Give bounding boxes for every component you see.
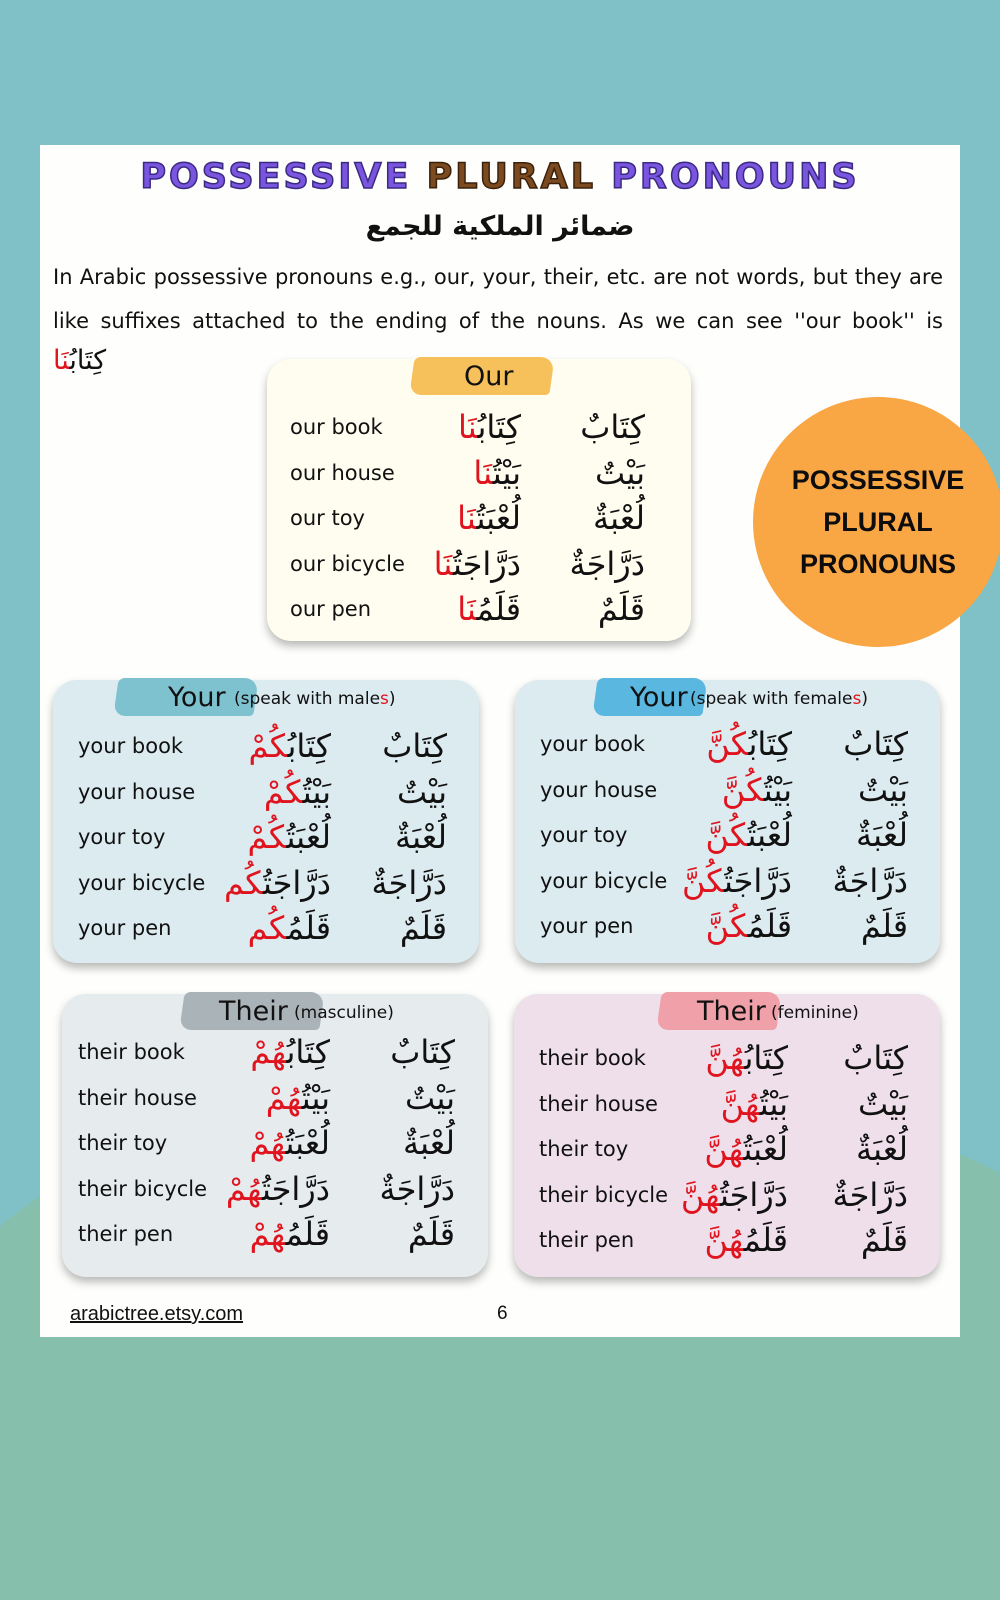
vocab-row xyxy=(515,904,940,949)
english-phrase: your house xyxy=(540,777,658,802)
arabic-possessive xyxy=(681,1173,788,1217)
arabic-possessive xyxy=(226,1167,330,1211)
english-phrase: their pen xyxy=(78,1222,174,1246)
card-their-masculine xyxy=(62,994,488,1277)
arabic-stem: بَيْتُ xyxy=(492,453,521,492)
english-phrase: their bicycle xyxy=(78,1176,208,1201)
arabic-stem: دَرَّاجَتُ xyxy=(261,1169,330,1208)
english-phrase: your book xyxy=(78,734,184,758)
card-their-feminine xyxy=(514,994,940,1277)
english-phrase: your pen xyxy=(540,914,634,938)
arabic-possessive xyxy=(249,1121,330,1165)
title-word-pronouns: PRONOUNS xyxy=(611,157,860,197)
arabic-suffix: هُنَّ xyxy=(704,1221,744,1259)
english-phrase: their pen xyxy=(539,1228,635,1252)
card-your-male xyxy=(53,680,479,963)
vocab-row xyxy=(53,770,479,815)
card-note-highlight: s xyxy=(852,689,862,709)
arabic-possessive xyxy=(706,904,792,948)
intro-example-stem: كِتَابُ xyxy=(69,345,107,376)
arabic-base-noun: لُعْبَةٌ xyxy=(593,499,645,537)
vocab-row xyxy=(514,1082,940,1127)
arabic-suffix: نَا xyxy=(457,499,477,537)
vocab-row xyxy=(267,587,691,632)
english-phrase: your toy xyxy=(540,823,628,847)
card-header xyxy=(182,992,482,1032)
card-our xyxy=(267,359,691,641)
vocab-row xyxy=(267,451,691,496)
vocab-row xyxy=(515,722,940,767)
card-note xyxy=(234,684,396,714)
english-phrase: our bicycle xyxy=(290,551,405,576)
arabic-suffix: هُنَّ xyxy=(680,1175,720,1214)
arabic-possessive xyxy=(473,451,521,495)
arabic-possessive xyxy=(264,770,331,814)
english-phrase: your bicycle xyxy=(540,868,668,893)
vocab-row xyxy=(514,1127,940,1172)
arabic-suffix: كُمْ xyxy=(248,727,288,765)
arabic-stem: قَلَمُ xyxy=(476,590,521,628)
arabic-base-noun: قَلَمٌ xyxy=(860,907,908,945)
card-note-text: (speak with male xyxy=(234,689,381,709)
badge-line: PRONOUNS xyxy=(799,549,956,579)
arabic-base-noun: قَلَمٌ xyxy=(407,1215,455,1253)
vocab-row xyxy=(267,405,691,450)
arabic-base-noun: كِتَابٌ xyxy=(390,1033,455,1071)
arabic-suffix: كُمْ xyxy=(263,772,303,811)
arabic-base-noun: بَيْتٌ xyxy=(595,453,645,492)
arabic-base-noun: كِتَابٌ xyxy=(843,725,908,763)
arabic-base-noun: لُعْبَةٌ xyxy=(403,1124,455,1162)
arabic-stem: لُعْبَتُ xyxy=(476,499,521,537)
arabic-base-noun: دَرَّاجَةٌ xyxy=(371,863,447,902)
arabic-possessive xyxy=(434,542,521,586)
vocab-row xyxy=(53,906,479,951)
vocab-row xyxy=(53,815,479,860)
arabic-possessive xyxy=(682,859,792,903)
arabic-stem: كِتَابُ xyxy=(477,408,521,446)
vocab-row xyxy=(62,1121,488,1166)
vocab-row xyxy=(515,813,940,858)
arabic-suffix: كُنَّ xyxy=(721,770,764,809)
arabic-stem: قَلَمُ xyxy=(286,909,331,947)
arabic-suffix: كُنَّ xyxy=(706,725,749,763)
english-phrase: their book xyxy=(78,1040,185,1064)
arabic-suffix: نَا xyxy=(473,453,493,492)
vocab-row xyxy=(53,861,479,906)
card-title: Your xyxy=(630,682,688,713)
arabic-base-noun: دَرَّاجَةٌ xyxy=(379,1169,455,1208)
vocab-row xyxy=(515,859,940,904)
arabic-base-noun: دَرَّاجَةٌ xyxy=(832,1175,908,1214)
arabic-base-noun: كِتَابٌ xyxy=(843,1039,908,1077)
card-note-close: ) xyxy=(861,689,868,709)
arabic-possessive xyxy=(721,1082,788,1126)
card-title: Their xyxy=(697,996,766,1027)
card-header xyxy=(595,678,940,718)
arabic-suffix: كُمْ xyxy=(247,818,287,856)
arabic-base-noun: لُعْبَةٌ xyxy=(856,1130,908,1168)
arabic-possessive xyxy=(248,906,331,950)
arabic-possessive xyxy=(705,1036,788,1080)
card-note-text: (speak with female xyxy=(690,689,853,709)
arabic-base-noun: دَرَّاجَةٌ xyxy=(832,861,908,900)
arabic-stem: كِتَابُ xyxy=(286,1033,330,1071)
arabic-suffix: كُم xyxy=(247,909,287,947)
english-phrase: our toy xyxy=(290,506,365,530)
arabic-base-noun: كِتَابٌ xyxy=(580,408,645,446)
arabic-stem: كِتَابُ xyxy=(287,727,331,765)
card-note-highlight: s xyxy=(380,689,389,709)
arabic-suffix: هُنَّ xyxy=(705,1039,745,1077)
arabic-stem: دَرَّاجَتُ xyxy=(262,863,331,902)
card-note xyxy=(771,998,859,1028)
arabic-possessive xyxy=(706,722,792,766)
vocab-row xyxy=(267,542,691,587)
arabic-stem: كِتَابُ xyxy=(744,1039,788,1077)
arabic-possessive xyxy=(705,1218,789,1262)
arabic-stem: لُعْبَتُ xyxy=(285,1124,330,1162)
arabic-possessive xyxy=(266,1076,330,1120)
card-note xyxy=(294,998,394,1028)
card-note-text: (masculine) xyxy=(294,1003,394,1023)
english-phrase: their toy xyxy=(539,1137,629,1161)
arabic-stem: بَيْتُ xyxy=(302,772,331,811)
card-note xyxy=(690,684,868,714)
arabic-suffix: هُنَّ xyxy=(720,1084,760,1123)
vocab-row xyxy=(62,1212,488,1257)
vocab-row xyxy=(514,1173,940,1218)
card-header xyxy=(659,992,939,1032)
english-phrase: your book xyxy=(540,732,646,756)
arabic-base-noun: كِتَابٌ xyxy=(382,727,447,765)
english-phrase: their toy xyxy=(78,1131,168,1155)
card-note-text: (feminine) xyxy=(771,1003,859,1023)
arabic-base-noun: قَلَمٌ xyxy=(860,1221,908,1259)
arabic-base-noun: بَيْتٌ xyxy=(405,1078,455,1117)
arabic-possessive xyxy=(705,813,792,857)
arabic-stem: كِتَابُ xyxy=(748,725,792,763)
arabic-stem: بَيْتُ xyxy=(763,770,792,809)
arabic-subtitle: ضمائر الملكية للجمع xyxy=(365,211,635,242)
arabic-possessive xyxy=(250,1212,330,1256)
english-phrase: their book xyxy=(539,1046,646,1070)
arabic-stem: بَيْتُ xyxy=(759,1084,788,1123)
arabic-suffix: هُمْ xyxy=(249,1124,286,1162)
vocab-row xyxy=(514,1218,940,1263)
arabic-base-noun: دَرَّاجَةٌ xyxy=(569,544,645,583)
english-phrase: our pen xyxy=(290,597,372,621)
arabic-possessive xyxy=(457,496,521,540)
arabic-stem: لُعْبَتُ xyxy=(747,816,792,854)
arabic-stem: دَرَّاجَتُ xyxy=(723,861,792,900)
arabic-suffix: كُم xyxy=(224,863,263,902)
arabic-stem: قَلَمُ xyxy=(743,1221,788,1259)
arabic-stem: قَلَمُ xyxy=(285,1215,330,1253)
english-phrase: their bicycle xyxy=(539,1182,669,1207)
vocab-row xyxy=(62,1167,488,1212)
etsy-shop-link[interactable]: arabictree.etsy.com xyxy=(70,1303,244,1325)
english-phrase: their house xyxy=(78,1085,197,1110)
arabic-possessive xyxy=(224,861,331,905)
vocab-row xyxy=(62,1030,488,1075)
arabic-suffix: هُمْ xyxy=(265,1078,302,1117)
card-note-close: ) xyxy=(388,689,396,709)
arabic-suffix: هُمْ xyxy=(225,1169,262,1208)
arabic-suffix: كُنَّ xyxy=(681,861,724,900)
intro-example-suffix: نَا xyxy=(53,345,70,376)
arabic-suffix: نَا xyxy=(433,544,453,583)
english-phrase: your house xyxy=(78,779,196,804)
arabic-possessive xyxy=(722,768,792,812)
arabic-base-noun: قَلَمٌ xyxy=(399,909,447,947)
arabic-suffix: نَا xyxy=(458,408,478,446)
arabic-possessive xyxy=(704,1127,788,1171)
title-word-possessive: POSSESSIVE xyxy=(140,157,412,197)
intro-paragraph: In Arabic possessive pronouns e.g., our, your, their, etc. are not words, but they are like suffixes attached to the ending of the nouns. As we can see ''our book'' is xyxy=(53,265,943,333)
arabic-base-noun: قَلَمٌ xyxy=(597,590,645,628)
vocab-row xyxy=(514,1036,940,1081)
english-phrase: your toy xyxy=(78,825,166,849)
english-phrase: your pen xyxy=(78,916,172,940)
arabic-suffix: هُمْ xyxy=(250,1033,287,1071)
card-your-female xyxy=(515,680,940,963)
card-header xyxy=(116,678,476,718)
arabic-possessive xyxy=(250,1030,330,1074)
arabic-suffix: هُمْ xyxy=(249,1215,286,1253)
vocab-row xyxy=(267,496,691,541)
badge-line: PLURAL xyxy=(823,507,933,537)
arabic-stem: دَرَّاجَتُ xyxy=(452,544,521,583)
card-title: Their xyxy=(219,996,288,1027)
page-title xyxy=(40,157,960,197)
arabic-base-noun: بَيْتٌ xyxy=(858,770,908,809)
arabic-possessive xyxy=(248,724,331,768)
card-title: Our xyxy=(464,361,514,392)
badge-line: POSSESSIVE xyxy=(791,465,965,495)
english-phrase: your bicycle xyxy=(78,870,206,895)
title-badge xyxy=(753,397,1000,647)
card-header xyxy=(412,357,562,397)
arabic-suffix: نَا xyxy=(457,590,477,628)
arabic-base-noun: بَيْتٌ xyxy=(397,772,447,811)
arabic-base-noun: بَيْتٌ xyxy=(858,1084,908,1123)
arabic-stem: قَلَمُ xyxy=(747,907,792,945)
arabic-stem: بَيْتُ xyxy=(301,1078,330,1117)
arabic-possessive xyxy=(457,587,521,631)
arabic-stem: لُعْبَتُ xyxy=(286,818,331,856)
arabic-possessive xyxy=(458,405,521,449)
arabic-suffix: هُنَّ xyxy=(704,1130,744,1168)
english-phrase: their house xyxy=(539,1091,658,1116)
arabic-suffix: كُنَّ xyxy=(705,907,748,945)
english-phrase: our book xyxy=(290,415,383,439)
arabic-base-noun: لُعْبَةٌ xyxy=(395,818,447,856)
vocab-row xyxy=(515,768,940,813)
card-title: Your xyxy=(168,682,226,713)
vocab-row xyxy=(62,1076,488,1121)
arabic-stem: دَرَّاجَتُ xyxy=(719,1175,788,1214)
vocab-row xyxy=(53,724,479,769)
intro-arabic-example xyxy=(53,345,106,376)
english-phrase: our house xyxy=(290,460,395,485)
arabic-possessive xyxy=(248,815,331,859)
arabic-base-noun: لُعْبَةٌ xyxy=(856,816,908,854)
arabic-stem: لُعْبَتُ xyxy=(743,1130,788,1168)
page-number: 6 xyxy=(497,1303,508,1324)
arabic-suffix: كُنَّ xyxy=(705,816,748,854)
title-word-plural: PLURAL xyxy=(426,157,597,197)
